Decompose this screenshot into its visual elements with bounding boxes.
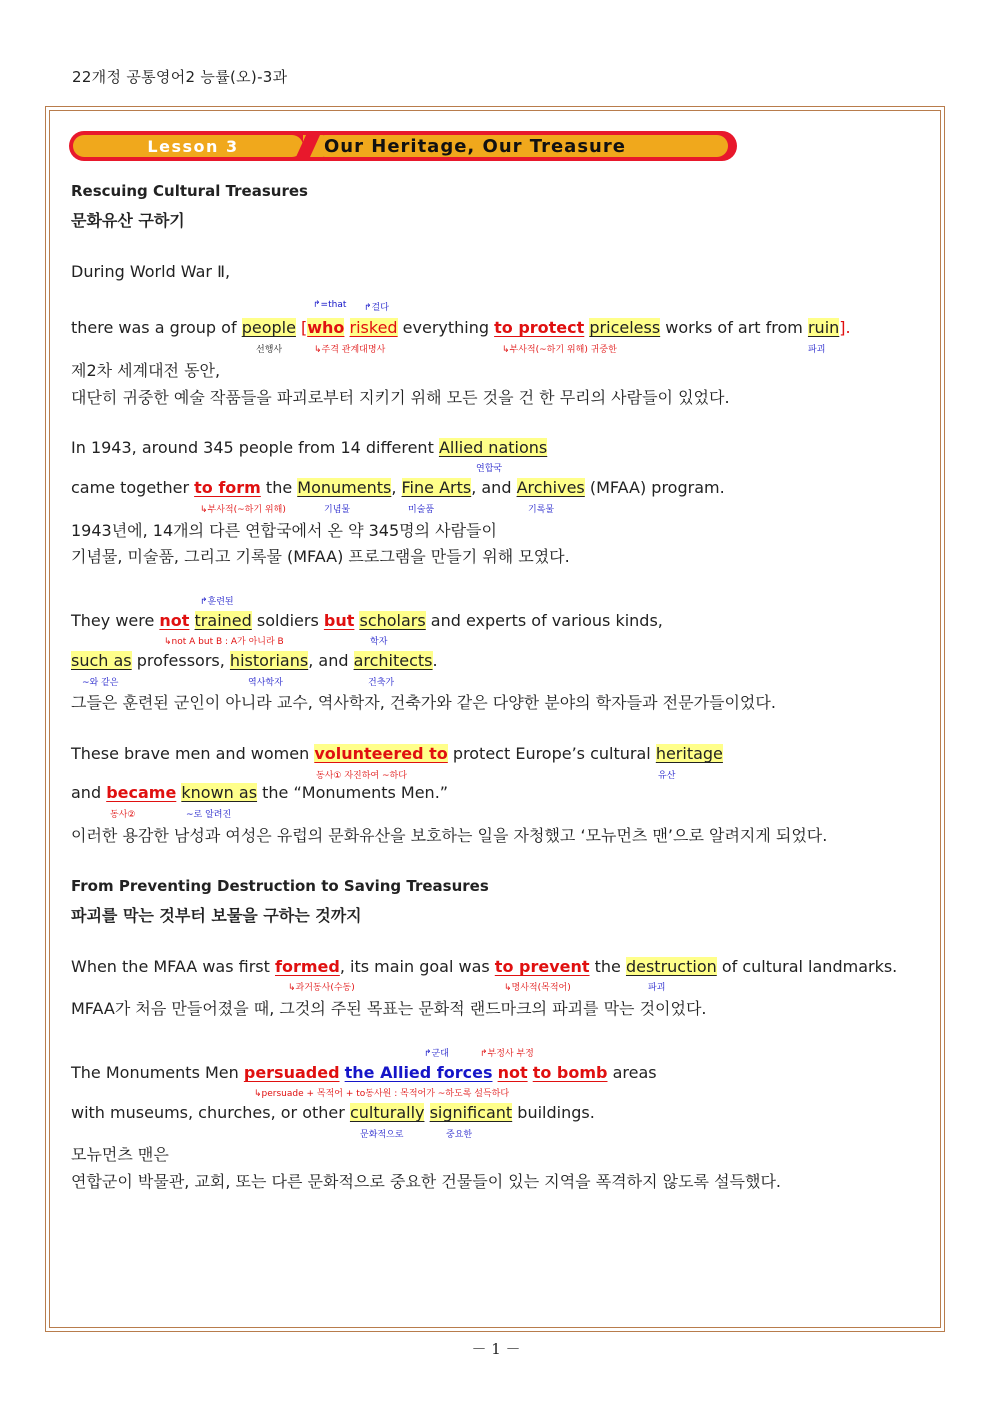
text: professors,: [131, 651, 230, 670]
text: (MFAA) program.: [584, 478, 725, 497]
sentence-line: [71, 783, 448, 802]
grammar-word: persuaded: [243, 1063, 340, 1082]
annotation: 학자: [370, 637, 388, 647]
annotation: ↳명사적(목적어): [504, 983, 571, 993]
annotation: ~와 같은: [82, 678, 119, 688]
section-title-en: Rescuing Cultural Treasures: [71, 182, 308, 200]
grammar-word: to form: [194, 478, 261, 497]
annotation: 파괴: [648, 983, 666, 993]
text: These brave men and women: [71, 744, 315, 763]
grammar-word: to prevent: [494, 957, 590, 976]
vocab-word: such as: [71, 651, 132, 670]
text: buildings.: [512, 1103, 595, 1122]
annotation: 기념물: [324, 505, 351, 515]
text: The Monuments Men: [71, 1063, 244, 1082]
text: the “Monuments Men.”: [257, 783, 449, 802]
translation-line: 연합군이 박물관, 교회, 또는 다른 문화적으로 중요한 건물들이 있는 지역을 폭격하지 않도록 설득했다.: [71, 1172, 781, 1191]
vocab-word: culturally: [349, 1103, 425, 1122]
annotation: ↳과거동사(수동): [288, 983, 355, 993]
annotation: 역사학자: [248, 678, 283, 688]
annotation: ↱=that: [313, 300, 347, 310]
text: [424, 1103, 429, 1122]
grammar-word: to bomb: [532, 1063, 608, 1082]
text: In 1943, around 345 people from 14 different: [71, 438, 439, 457]
annotation: 건축가: [368, 678, 395, 688]
annotation: ↳persuade + 목적어 + to동사원 : 목적어가 ~하도록 설득하다: [254, 1089, 510, 1099]
translation-line: 제2차 세계대전 동안,: [71, 361, 221, 380]
translation-line: 모뉴먼츠 맨은: [71, 1145, 169, 1164]
vocab-word: Fine Arts: [401, 478, 472, 497]
text: [344, 318, 349, 337]
text: [189, 611, 194, 630]
text: ].: [839, 318, 851, 337]
document-header: 22개정 공통영어2 능률(오)-3과: [72, 68, 288, 86]
vocab-word: Allied nations: [438, 438, 548, 457]
grammar-word: but: [323, 611, 355, 630]
sentence-line: [71, 744, 723, 763]
page-frame-inner: [49, 110, 941, 1328]
page-number: － 1 －: [471, 1340, 521, 1358]
annotation: ↱걸다: [364, 303, 389, 313]
text: the: [589, 957, 626, 976]
grammar-word: not: [497, 1063, 528, 1082]
text: , its main goal was: [339, 957, 495, 976]
lesson-banner: [68, 130, 738, 162]
sentence-line: [71, 1103, 595, 1122]
text: and: [71, 783, 107, 802]
vocab-word: trained: [194, 611, 252, 630]
section-title-ko: 문화유산 구하기: [71, 211, 185, 230]
translation-line: 대단히 귀중한 예술 작품들을 파괴로부터 지키기 위해 모든 것을 건 한 무리의 사람들이 있었다.: [71, 388, 730, 407]
annotation: 중요한: [446, 1130, 473, 1140]
translation-line: 그들은 훈련된 군인이 아니라 교수, 역사학자, 건축가와 같은 다양한 분야의 학자들과 전문가들이었다.: [71, 693, 776, 712]
text: , and: [308, 651, 354, 670]
annotation: 문화적으로: [360, 1130, 404, 1140]
sentence-line: [71, 1063, 657, 1082]
grammar-word: volunteered to: [314, 744, 448, 763]
annotation: ↳주격 관계대명사: [314, 345, 386, 355]
text: soldiers: [251, 611, 324, 630]
text: When the MFAA was first: [71, 957, 275, 976]
text: ,: [391, 478, 402, 497]
vocab-word: historians: [229, 651, 309, 670]
text: and experts of various kinds,: [425, 611, 663, 630]
text: works of art from: [660, 318, 808, 337]
annotation: 기록물: [528, 505, 555, 515]
translation-line: 기념물, 미술품, 그리고 기록물 (MFAA) 프로그램을 만들기 위해 모였다.: [71, 547, 570, 566]
text: everything: [397, 318, 495, 337]
grammar-word: not: [159, 611, 190, 630]
annotation: ↱군대: [424, 1049, 449, 1059]
text: areas: [607, 1063, 657, 1082]
text: the: [260, 478, 298, 497]
section-title-en: From Preventing Destruction to Saving Treasures: [71, 877, 489, 895]
vocab-word: architects: [353, 651, 433, 670]
text: They were: [71, 611, 160, 630]
grammar-word: became: [106, 783, 177, 802]
text: there was a group of: [71, 318, 242, 337]
text: with museums, churches, or other: [71, 1103, 350, 1122]
sentence-line: [71, 957, 897, 976]
grammar-word: formed: [275, 957, 340, 976]
vocab-word: scholars: [359, 611, 426, 630]
sentence-line: [71, 318, 851, 337]
annotation: ↱부정사 부정: [480, 1049, 534, 1059]
annotation: ~로 알려진: [186, 810, 232, 820]
banner-lesson-label: Lesson 3: [147, 137, 239, 156]
annotation: 동사②: [110, 810, 136, 820]
vocab-word: Archives: [516, 478, 585, 497]
grammar-word: who: [307, 318, 345, 337]
annotation: 동사① 자진하여 ~하다: [316, 771, 407, 781]
vocab-word: significant: [429, 1103, 513, 1122]
annotation: ↳부사적(~하기 위해) 귀중한: [502, 345, 617, 355]
text: [: [295, 318, 308, 337]
text: protect Europe’s cultural: [447, 744, 656, 763]
vocab-word: Monuments: [297, 478, 392, 497]
vocab-word: ruin: [807, 318, 840, 337]
annotation: ↳not A but B : A가 아니라 B: [164, 637, 284, 647]
annotation: 파괴: [808, 345, 826, 355]
sentence-line: [71, 651, 438, 670]
text: .: [432, 651, 438, 670]
text: came together: [71, 478, 195, 497]
text: of cultural landmarks.: [716, 957, 898, 976]
annotation: 선행사: [256, 345, 283, 355]
translation-line: 1943년에, 14개의 다른 연합국에서 온 약 345명의 사람들이: [71, 521, 497, 540]
annotation: ↱훈련된: [200, 597, 234, 607]
annotation: ↳부사적(~하기 위해): [200, 505, 286, 515]
sentence-line: [71, 611, 663, 630]
banner-title: Our Heritage, Our Treasure: [324, 136, 626, 157]
section-title-ko: 파괴를 막는 것부터 보물을 구하는 것까지: [71, 906, 362, 925]
vocab-word: people: [241, 318, 296, 337]
vocab-word: known as: [181, 783, 258, 802]
vocab-word: heritage: [655, 744, 723, 763]
sentence-line: [71, 438, 547, 457]
grammar-word: the Allied forces: [344, 1063, 493, 1082]
vocab-word: risked: [349, 318, 398, 337]
vocab-word: priceless: [589, 318, 661, 337]
annotation: 유산: [658, 771, 676, 781]
sentence-line: [71, 478, 725, 497]
text: , and: [471, 478, 517, 497]
grammar-word: to protect: [494, 318, 585, 337]
translation-line: MFAA가 처음 만들어졌을 때, 그것의 주된 목표는 문화적 랜드마크의 파괴를 막는 것이었다.: [71, 999, 707, 1018]
vocab-word: destruction: [625, 957, 717, 976]
annotation: 미술품: [408, 505, 435, 515]
annotation: 연합국: [476, 464, 503, 474]
sentence-line: During World War Ⅱ,: [71, 262, 231, 281]
translation-line: 이러한 용감한 남성과 여성은 유럽의 문화유산을 보호하는 일을 자청했고 ‘모뉴먼츠 맨’으로 알려지게 되었다.: [71, 826, 828, 845]
